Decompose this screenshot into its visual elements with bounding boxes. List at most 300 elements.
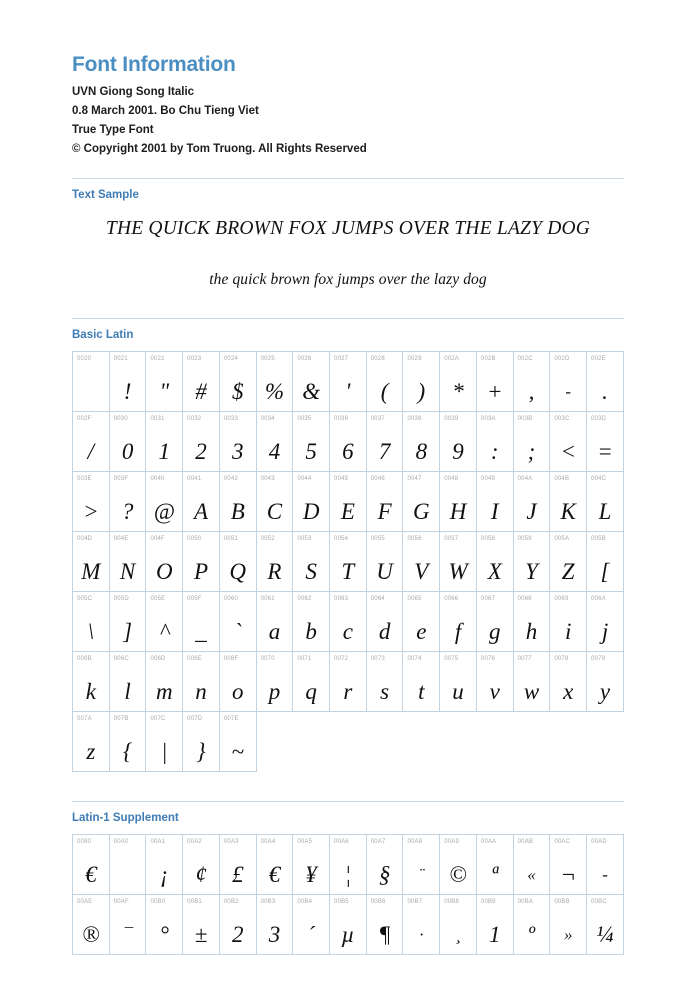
glyph-character: < — [560, 439, 576, 465]
glyph-cell[interactable] — [513, 835, 550, 895]
glyph-character: i — [565, 619, 572, 645]
glyph-cell[interactable] — [219, 352, 256, 412]
glyph-character: 3 — [268, 922, 281, 948]
glyph-cell-inner — [587, 895, 623, 954]
glyph-codepoint-label: 0059 — [517, 536, 532, 543]
glyph-cell[interactable] — [109, 472, 146, 532]
glyph-cell-inner — [440, 472, 476, 531]
glyph-cell[interactable] — [366, 895, 403, 955]
glyph-cell[interactable] — [587, 412, 624, 472]
glyph-cell[interactable] — [513, 352, 550, 412]
glyph-codepoint-label: 0062 — [297, 596, 312, 603]
glyph-cell-inner — [477, 592, 513, 651]
glyph-codepoint-label: 0039 — [444, 416, 459, 423]
glyph-cell-inner — [257, 412, 293, 471]
glyph-cell[interactable] — [256, 412, 293, 472]
glyph-cell-inner — [220, 652, 256, 711]
glyph-character: 3 — [231, 439, 244, 465]
glyph-cell[interactable] — [256, 652, 293, 712]
glyph-cell[interactable] — [256, 592, 293, 652]
glyph-character: E — [340, 499, 355, 525]
glyph-cell-inner — [330, 532, 366, 591]
glyph-cell[interactable] — [219, 835, 256, 895]
glyph-cell-inner — [257, 352, 293, 411]
glyph-cell[interactable] — [293, 352, 330, 412]
glyph-character: , — [528, 379, 535, 405]
glyph-character: ¥ — [305, 862, 317, 888]
glyph-cell[interactable] — [183, 712, 220, 772]
glyph-character: & — [302, 379, 321, 405]
glyph-cell[interactable] — [293, 472, 330, 532]
glyph-cell-inner — [440, 352, 476, 411]
glyph-cell[interactable] — [219, 472, 256, 532]
glyph-codepoint-label: 0067 — [480, 596, 496, 603]
glyph-table-basic-latin — [72, 351, 624, 772]
glyph-character: A — [193, 499, 209, 525]
glyph-cell-inner — [183, 472, 219, 531]
glyph-cell-inner — [257, 472, 293, 531]
glyph-cell-inner — [220, 712, 256, 771]
glyph-cell[interactable] — [513, 652, 550, 712]
glyph-character: ! — [123, 379, 132, 405]
glyph-cell-inner — [403, 352, 439, 411]
glyph-cell[interactable] — [476, 532, 513, 592]
glyph-cell[interactable] — [550, 472, 587, 532]
glyph-cell-inner — [110, 652, 146, 711]
glyph-cell-inner — [587, 652, 623, 711]
glyph-cell[interactable] — [513, 532, 550, 592]
glyph-codepoint-label: 0057 — [444, 536, 459, 543]
glyph-character: { — [122, 739, 133, 765]
glyph-cell-inner — [293, 592, 329, 651]
glyph-cell[interactable] — [476, 352, 513, 412]
glyph-cell-inner — [367, 532, 403, 591]
glyph-character: _ — [195, 619, 207, 645]
glyph-cell[interactable] — [73, 895, 110, 955]
glyph-cell[interactable] — [219, 532, 256, 592]
glyph-cell[interactable] — [476, 895, 513, 955]
glyph-cell[interactable] — [330, 592, 367, 652]
glyph-cell[interactable] — [146, 412, 183, 472]
glyph-character: x — [563, 679, 574, 705]
glyph-cell[interactable] — [587, 652, 624, 712]
glyph-cell[interactable] — [73, 652, 110, 712]
glyph-cell[interactable] — [256, 835, 293, 895]
glyph-codepoint-label: 00A3 — [223, 839, 239, 846]
glyph-codepoint-label: 0023 — [187, 356, 202, 363]
glyph-cell[interactable] — [256, 895, 293, 955]
glyph-cell-inner — [587, 532, 623, 591]
glyph-cell[interactable] — [550, 352, 587, 412]
glyph-cell[interactable] — [109, 532, 146, 592]
glyph-cell-inner — [183, 352, 219, 411]
glyph-cell[interactable] — [330, 532, 367, 592]
glyph-codepoint-label: 00B3 — [260, 899, 276, 906]
glyph-cell[interactable] — [550, 412, 587, 472]
glyph-cell[interactable] — [366, 532, 403, 592]
glyph-codepoint-label: 0064 — [370, 596, 385, 603]
glyph-codepoint-label: 002F — [77, 416, 92, 423]
glyph-codepoint-label: 002E — [591, 356, 606, 363]
glyph-character: S — [305, 559, 317, 585]
glyph-cell[interactable] — [330, 412, 367, 472]
glyph-cell[interactable] — [293, 895, 330, 955]
glyph-cell[interactable] — [513, 592, 550, 652]
glyph-cell-inner — [293, 352, 329, 411]
glyph-cell[interactable] — [73, 412, 110, 472]
glyph-character: 0 — [121, 439, 134, 465]
glyph-codepoint-label: 005E — [150, 596, 166, 603]
glyph-cell[interactable] — [440, 352, 477, 412]
glyph-codepoint-label: 0037 — [370, 416, 385, 423]
glyph-character: 5 — [305, 439, 317, 465]
glyph-character: ' — [345, 379, 351, 405]
glyph-cell[interactable] — [587, 895, 624, 955]
glyph-cell-inner — [110, 712, 146, 771]
glyph-cell-inner — [403, 472, 439, 531]
glyph-codepoint-label: 0032 — [187, 416, 202, 423]
glyph-codepoint-label: 0028 — [370, 356, 385, 363]
glyph-cell-inner — [293, 835, 329, 894]
glyph-cell[interactable] — [183, 532, 220, 592]
glyph-cell-inner — [220, 592, 256, 651]
glyph-codepoint-label: 00A0 — [113, 839, 129, 846]
glyph-cell[interactable] — [219, 895, 256, 955]
glyph-character: u — [452, 679, 464, 705]
glyph-cell[interactable] — [109, 352, 146, 412]
glyph-cell[interactable] — [366, 592, 403, 652]
glyph-codepoint-label: 00B2 — [223, 899, 239, 906]
glyph-codepoint-label: 0026 — [297, 356, 312, 363]
glyph-character: ( — [380, 379, 389, 405]
glyph-character: l — [124, 679, 131, 705]
glyph-cell[interactable] — [146, 835, 183, 895]
glyph-codepoint-label: 005F — [187, 596, 202, 603]
glyph-codepoint-label: 0045 — [334, 476, 349, 483]
glyph-cell[interactable] — [403, 472, 440, 532]
glyph-cell[interactable] — [587, 532, 624, 592]
glyph-table-row — [73, 472, 624, 532]
glyph-cell[interactable] — [403, 652, 440, 712]
glyph-cell[interactable] — [403, 412, 440, 472]
glyph-cell[interactable] — [293, 592, 330, 652]
glyph-cell-inner — [367, 895, 403, 954]
glyph-codepoint-label: 007E — [223, 716, 239, 723]
glyph-cell[interactable] — [183, 835, 220, 895]
glyph-cell[interactable] — [183, 895, 220, 955]
glyph-table-latin1-supplement — [72, 834, 624, 955]
document-header — [72, 0, 624, 159]
glyph-cell[interactable] — [513, 895, 550, 955]
glyph-character: $ — [231, 379, 244, 405]
glyph-cell[interactable] — [293, 532, 330, 592]
glyph-codepoint-label: 00AD — [591, 839, 607, 846]
glyph-character: ¸ — [455, 925, 461, 945]
glyph-cell-inner — [330, 895, 366, 954]
glyph-cell-inner — [367, 472, 403, 531]
glyph-cell-inner — [183, 895, 219, 954]
glyph-cell[interactable] — [73, 712, 110, 772]
glyph-codepoint-label: 006C — [113, 656, 129, 663]
glyph-cell[interactable] — [550, 652, 587, 712]
font-metadata-line: 0.8 March 2001. Bo Chu Tieng Viet — [72, 105, 259, 118]
glyph-codepoint-label: 0041 — [187, 476, 202, 483]
glyph-cell-inner — [330, 412, 366, 471]
glyph-cell[interactable] — [476, 592, 513, 652]
glyph-table-row — [73, 532, 624, 592]
glyph-character: ¼ — [596, 922, 614, 948]
glyph-cell-inner — [587, 472, 623, 531]
glyph-cell[interactable] — [330, 352, 367, 412]
glyph-codepoint-label: 0076 — [480, 656, 496, 663]
glyph-cell-inner — [330, 352, 366, 411]
glyph-cell[interactable] — [109, 652, 146, 712]
glyph-codepoint-label: 00BB — [554, 899, 570, 906]
glyph-codepoint-label: 0022 — [150, 356, 165, 363]
glyph-cell-inner — [440, 412, 476, 471]
glyph-cell[interactable] — [293, 652, 330, 712]
glyph-codepoint-label: 006F — [223, 656, 239, 663]
glyph-cell[interactable] — [550, 895, 587, 955]
glyph-cell[interactable] — [219, 412, 256, 472]
glyph-table-body — [73, 835, 624, 955]
glyph-cell[interactable] — [146, 472, 183, 532]
glyph-codepoint-label: 00B5 — [334, 899, 349, 906]
glyph-cell-inner — [293, 412, 329, 471]
glyph-cell[interactable] — [440, 895, 477, 955]
glyph-character: H — [449, 499, 467, 525]
glyph-cell[interactable] — [219, 712, 256, 772]
glyph-character: § — [378, 862, 391, 888]
glyph-cell[interactable] — [440, 532, 477, 592]
glyph-cell[interactable] — [330, 895, 367, 955]
glyph-codepoint-label: 002B — [480, 356, 496, 363]
glyph-cell-inner — [110, 895, 146, 954]
glyph-cell[interactable] — [146, 532, 183, 592]
glyph-cell-inner — [146, 712, 182, 771]
glyph-cell-inner — [146, 472, 182, 531]
glyph-cell-inner — [477, 532, 513, 591]
glyph-cell[interactable] — [366, 835, 403, 895]
glyph-cell-placeholder — [293, 712, 330, 772]
glyph-cell-inner — [440, 592, 476, 651]
glyph-character: @ — [153, 499, 175, 525]
glyph-codepoint-label: 0025 — [260, 356, 275, 363]
glyph-cell-inner — [73, 532, 109, 591]
glyph-character: ^ — [159, 619, 170, 645]
glyph-cell[interactable] — [440, 472, 477, 532]
glyph-cell[interactable] — [219, 652, 256, 712]
glyph-cell[interactable] — [403, 592, 440, 652]
glyph-cell[interactable] — [403, 352, 440, 412]
glyph-codepoint-label: 0061 — [260, 596, 275, 603]
glyph-cell[interactable] — [183, 352, 220, 412]
glyph-cell[interactable] — [183, 412, 220, 472]
glyph-character: · — [419, 925, 424, 945]
glyph-character: ; — [527, 439, 536, 465]
glyph-codepoint-label: 003C — [554, 416, 570, 423]
glyph-cell-inner — [293, 652, 329, 711]
glyph-cell[interactable] — [476, 652, 513, 712]
glyph-cell[interactable] — [73, 532, 110, 592]
glyph-codepoint-label: 0031 — [150, 416, 165, 423]
glyph-character: 2 — [231, 922, 244, 948]
glyph-cell[interactable] — [403, 895, 440, 955]
glyph-cell[interactable] — [440, 592, 477, 652]
glyph-cell[interactable] — [183, 652, 220, 712]
glyph-cell-inner — [293, 472, 329, 531]
glyph-cell[interactable] — [183, 472, 220, 532]
glyph-cell-inner — [514, 835, 550, 894]
glyph-cell-inner — [183, 412, 219, 471]
glyph-cell[interactable] — [73, 835, 110, 895]
glyph-codepoint-label: 00AE — [77, 899, 93, 906]
glyph-codepoint-label: 0051 — [223, 536, 239, 543]
glyph-cell-inner — [440, 835, 476, 894]
glyph-character: / — [87, 439, 95, 465]
glyph-cell-inner — [220, 352, 256, 411]
glyph-cell[interactable] — [476, 472, 513, 532]
glyph-cell[interactable] — [330, 472, 367, 532]
glyph-cell[interactable] — [513, 412, 550, 472]
glyph-character: R — [267, 559, 282, 585]
glyph-cell[interactable] — [146, 352, 183, 412]
glyph-character: L — [598, 499, 612, 525]
glyph-cell-inner — [257, 592, 293, 651]
glyph-codepoint-label: 004D — [77, 536, 93, 543]
glyph-codepoint-label: 0075 — [444, 656, 459, 663]
glyph-cell[interactable] — [183, 592, 220, 652]
glyph-cell-inner — [550, 472, 586, 531]
glyph-codepoint-label: 0030 — [113, 416, 128, 423]
glyph-cell[interactable] — [440, 652, 477, 712]
glyph-cell[interactable] — [146, 712, 183, 772]
glyph-cell[interactable] — [256, 532, 293, 592]
glyph-cell[interactable] — [587, 352, 624, 412]
glyph-cell[interactable] — [513, 472, 550, 532]
glyph-cell[interactable] — [403, 835, 440, 895]
glyph-codepoint-label: 0072 — [334, 656, 349, 663]
glyph-cell-inner — [587, 835, 623, 894]
glyph-codepoint-label: 0058 — [480, 536, 496, 543]
glyph-codepoint-label: 005B — [591, 536, 606, 543]
glyph-cell[interactable] — [109, 592, 146, 652]
glyph-character: > — [83, 499, 99, 525]
glyph-cell[interactable] — [587, 472, 624, 532]
glyph-cell-inner — [477, 352, 513, 411]
glyph-character: « — [527, 865, 536, 885]
glyph-character: k — [85, 679, 96, 705]
glyph-cell[interactable] — [109, 895, 146, 955]
glyph-character: - — [602, 865, 608, 885]
glyph-cell-inner — [330, 652, 366, 711]
glyph-codepoint-label: 007B — [113, 716, 129, 723]
glyph-cell-inner — [330, 835, 366, 894]
glyph-codepoint-label: 0054 — [334, 536, 349, 543]
glyph-character: g — [489, 619, 501, 645]
glyph-cell[interactable] — [146, 592, 183, 652]
glyph-cell-inner — [73, 412, 109, 471]
glyph-codepoint-label: 00A1 — [150, 839, 166, 846]
glyph-cell[interactable] — [440, 412, 477, 472]
glyph-character: % — [264, 379, 285, 405]
glyph-cell[interactable] — [293, 835, 330, 895]
glyph-character: 4 — [268, 439, 281, 465]
glyph-cell[interactable] — [366, 352, 403, 412]
glyph-character: t — [418, 679, 425, 705]
glyph-character: j — [601, 619, 609, 645]
glyph-codepoint-label: 0053 — [297, 536, 312, 543]
glyph-cell[interactable] — [550, 835, 587, 895]
glyph-codepoint-label: 002A — [444, 356, 460, 363]
glyph-table-row — [73, 652, 624, 712]
glyph-codepoint-label: 006D — [150, 656, 166, 663]
glyph-cell-inner — [477, 652, 513, 711]
glyph-cell[interactable] — [73, 592, 110, 652]
glyph-codepoint-label: 00B4 — [297, 899, 313, 906]
glyph-cell[interactable] — [109, 835, 146, 895]
glyph-codepoint-label: 00B6 — [370, 899, 386, 906]
glyph-cell[interactable] — [219, 592, 256, 652]
glyph-cell[interactable] — [73, 472, 110, 532]
glyph-cell[interactable] — [109, 412, 146, 472]
glyph-cell-inner — [146, 352, 182, 411]
glyph-cell[interactable] — [146, 652, 183, 712]
glyph-cell-inner — [183, 712, 219, 771]
glyph-cell[interactable] — [256, 472, 293, 532]
glyph-character: ¬ — [560, 862, 576, 888]
glyph-cell[interactable] — [587, 835, 624, 895]
glyph-codepoint-label: 0073 — [370, 656, 385, 663]
glyph-character: D — [302, 499, 320, 525]
text-sample-lowercase: the quick brown fox jumps over the lazy dog — [209, 271, 487, 289]
glyph-character: K — [560, 499, 576, 525]
glyph-cell-inner — [73, 592, 109, 651]
glyph-cell-inner — [550, 532, 586, 591]
glyph-cell-inner — [550, 412, 586, 471]
glyph-cell[interactable] — [476, 835, 513, 895]
glyph-cell-placeholder — [366, 712, 403, 772]
glyph-cell-inner — [403, 412, 439, 471]
glyph-cell-placeholder — [476, 712, 513, 772]
glyph-character: a — [268, 619, 281, 645]
glyph-cell-inner — [110, 835, 146, 894]
glyph-cell[interactable] — [256, 352, 293, 412]
glyph-cell-inner — [330, 472, 366, 531]
glyph-character: } — [196, 739, 206, 765]
glyph-cell[interactable] — [109, 712, 146, 772]
glyph-cell[interactable] — [440, 835, 477, 895]
glyph-cell[interactable] — [366, 412, 403, 472]
glyph-cell[interactable] — [587, 592, 624, 652]
glyph-cell[interactable] — [476, 412, 513, 472]
glyph-cell[interactable] — [330, 835, 367, 895]
glyph-cell[interactable] — [366, 652, 403, 712]
glyph-cell[interactable] — [293, 412, 330, 472]
glyph-cell[interactable] — [330, 652, 367, 712]
glyph-codepoint-label: 0040 — [150, 476, 165, 483]
glyph-cell[interactable] — [146, 895, 183, 955]
glyph-cell[interactable] — [366, 472, 403, 532]
glyph-cell[interactable] — [550, 532, 587, 592]
glyph-codepoint-label: 00A7 — [370, 839, 386, 846]
glyph-cell[interactable] — [403, 532, 440, 592]
glyph-character: - — [565, 382, 572, 402]
glyph-cell-inner — [73, 352, 109, 411]
glyph-cell[interactable] — [550, 592, 587, 652]
glyph-cell[interactable] — [73, 352, 110, 412]
glyph-character: 9 — [452, 439, 464, 465]
